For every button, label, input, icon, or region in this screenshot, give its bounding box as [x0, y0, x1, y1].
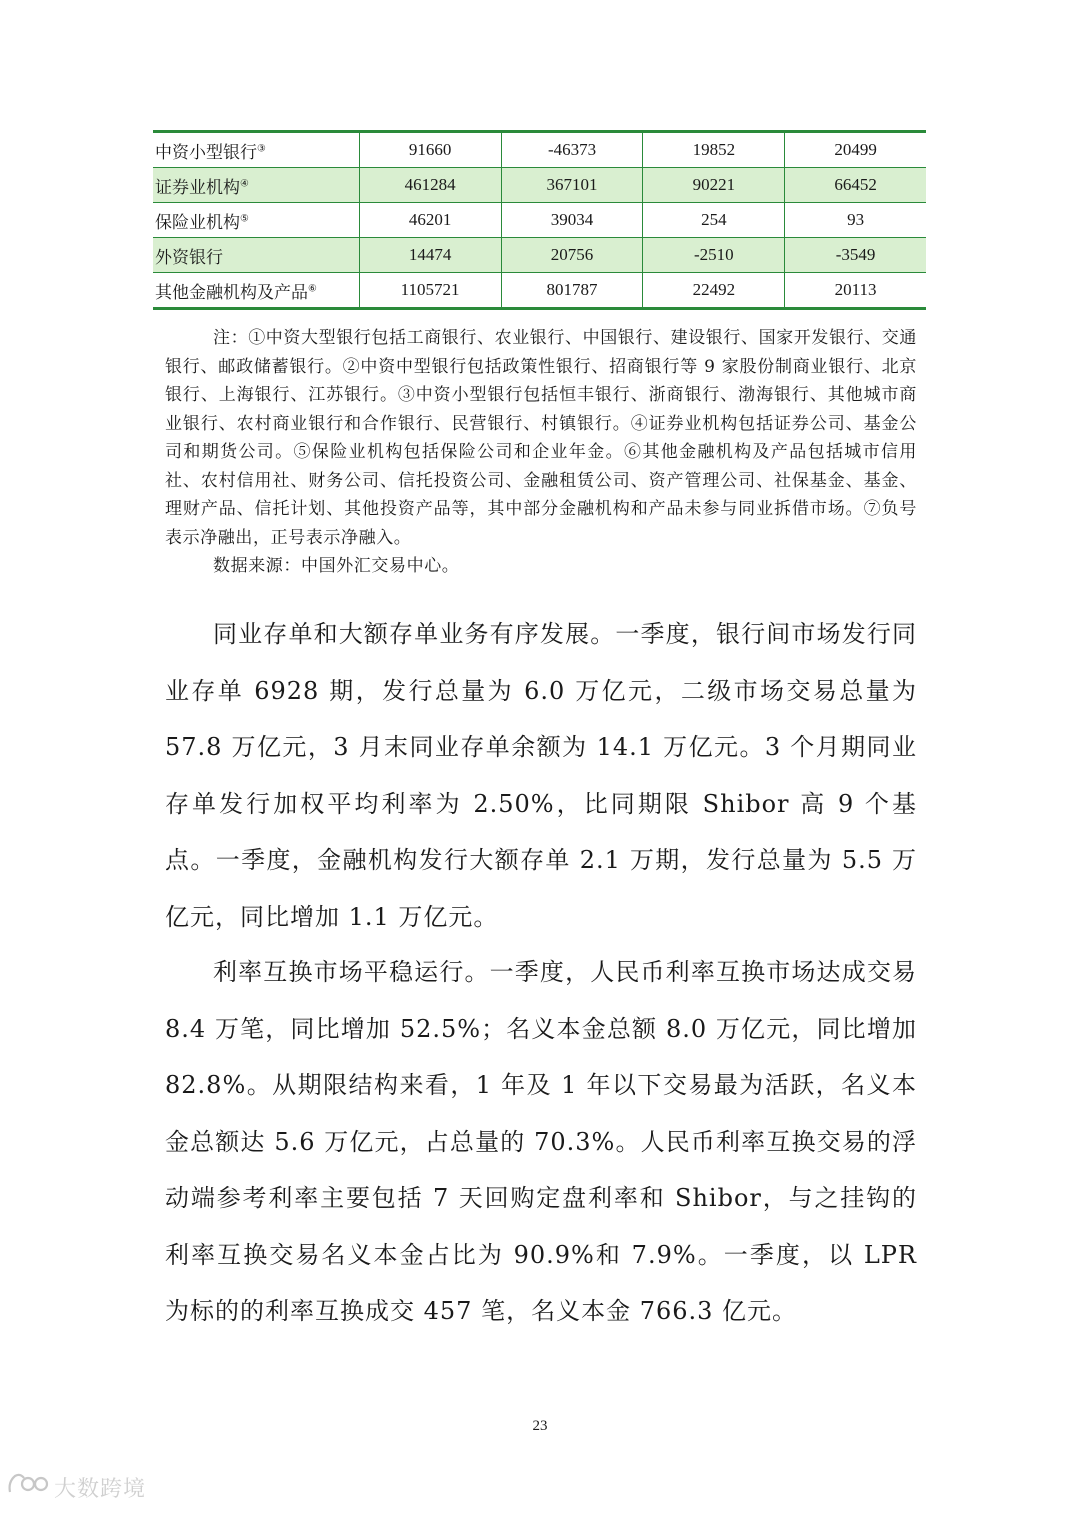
- footnote-mark: ⑥: [308, 282, 317, 294]
- row-label: 中资小型银行③: [153, 132, 359, 168]
- row-label: 保险业机构⑤: [153, 203, 359, 238]
- table-cell: 20113: [785, 273, 926, 309]
- page-number: 23: [532, 1418, 548, 1434]
- row-label: 证券业机构④: [153, 168, 359, 203]
- table-cell: 20499: [785, 132, 926, 168]
- table-cell: 91660: [359, 132, 501, 168]
- table-cell: 254: [643, 203, 785, 238]
- footnote-mark: ③: [257, 142, 266, 154]
- paragraph-irs: 利率互换市场平稳运行。一季度，人民币利率互换市场达成交易 8.4 万笔，同比增加 52.5%；名义本金总额 8.0 万亿元，同比增加 82.8%。从期限结构来看，1 年及 1 年以下交易最为活跃，名义本金总额达 5.6 万亿元，占总量的 70.3%。人民币利率互换交易的浮动端参考利率主要包括 7 天回购定盘利率和 Shibor，与之挂钩的利率互换交易名义本金占比为 90.9%和 7.9%。一季度，以 LPR 为标的的利率互换成交 457 笔，名义本金 766.3 亿元。: [165, 958, 917, 1325]
- table-cell: 22492: [643, 273, 785, 309]
- table-row: [153, 168, 926, 203]
- table-cell: 1105721: [359, 273, 501, 309]
- table-cell: -3549: [785, 238, 926, 273]
- watermark-logo-icon: [6, 1470, 50, 1504]
- table-notes: [165, 324, 917, 581]
- interbank-lending-table: [153, 130, 926, 310]
- paragraph-cd: 同业存单和大额存单业务有序发展。一季度，银行间市场发行同业存单 6928 期，发行总量为 6.0 万亿元，二级市场交易总量为 57.8 万亿元，3 月末同业存单余额为 14.1 万亿元。3 个月期同业存单发行加权平均利率为 2.50%，比同期限 Shibor 高 9 个基点。一季度，金融机构发行大额存单 2.1 万期，发行总量为 5.5 万亿元，同比增加 1.1 万亿元。: [165, 620, 917, 931]
- table-cell: 39034: [501, 203, 643, 238]
- table-row: [153, 238, 926, 273]
- table-row: [153, 203, 926, 238]
- table-cell: 19852: [643, 132, 785, 168]
- table-cell: 367101: [501, 168, 643, 203]
- table-cell: 93: [785, 203, 926, 238]
- notes-source: 数据来源：中国外汇交易中心。: [213, 556, 460, 576]
- table-cell: 46201: [359, 203, 501, 238]
- footnote-mark: ⑤: [240, 212, 249, 224]
- table-cell: -2510: [643, 238, 785, 273]
- row-label: 其他金融机构及产品⑥: [153, 273, 359, 309]
- table-cell: 801787: [501, 273, 643, 309]
- table-cell: -46373: [501, 132, 643, 168]
- notes-main: 注：①中资大型银行包括工商银行、农业银行、中国银行、建设银行、国家开发银行、交通银行、邮政储蓄银行。②中资中型银行包括政策性银行、招商银行等 9 家股份制商业银行、北京银行、上海银行、江苏银行。③中资小型银行包括恒丰银行、浙商银行、渤海银行、其他城市商业银行、农村商业银行和合作银行、民营银行、村镇银行。④证券业机构包括证券公司、基金公司和期货公司。⑤保险业机构包括保险公司和企业年金。⑥其他金融机构及产品包括城市信用社、农村信用社、财务公司、信托投资公司、金融租赁公司、资产管理公司、社保基金、基金、理财产品、信托计划、其他投资产品等，其中部分金融机构和产品未参与同业拆借市场。⑦负号表示净融出，正号表示净融入。: [165, 328, 917, 548]
- table-row: [153, 132, 926, 168]
- table-row: [153, 273, 926, 309]
- table-cell: 66452: [785, 168, 926, 203]
- row-label: 外资银行: [153, 238, 359, 273]
- table-cell: 461284: [359, 168, 501, 203]
- table-cell: 20756: [501, 238, 643, 273]
- table-cell: 14474: [359, 238, 501, 273]
- watermark: [6, 1470, 146, 1504]
- watermark-text: 大数跨境: [54, 1476, 147, 1502]
- footnote-mark: ④: [240, 177, 249, 189]
- table-cell: 90221: [643, 168, 785, 203]
